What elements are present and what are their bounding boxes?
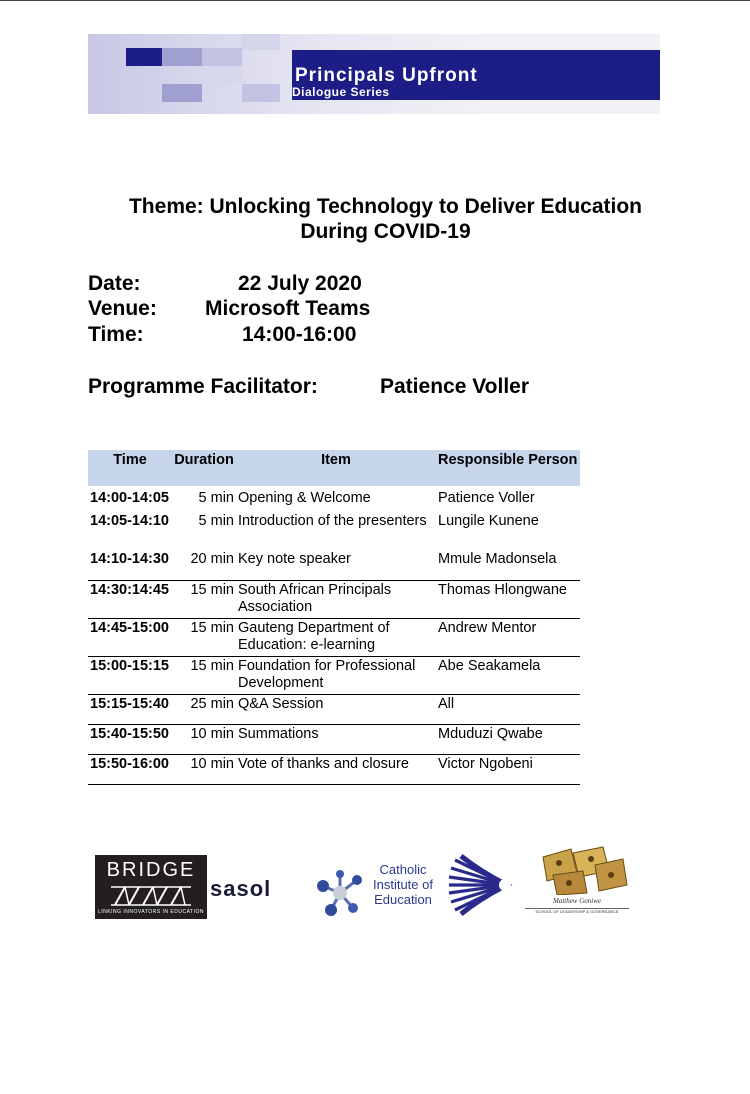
banner-square xyxy=(162,48,202,66)
fan-emblem-icon xyxy=(447,852,513,918)
banner-title: Principals Upfront xyxy=(295,65,478,86)
row-duration: 5 min xyxy=(198,513,234,529)
header-item: Item xyxy=(236,450,436,486)
header-duration: Duration xyxy=(172,450,236,486)
bridge-tagline: LINKING INNOVATORS IN EDUCATION xyxy=(98,909,204,915)
time-label: Time: xyxy=(88,323,144,346)
row-item: Q&A Session xyxy=(236,694,436,724)
venue-label: Venue: xyxy=(88,297,157,320)
theme-line-2: During COVID-19 xyxy=(300,220,471,243)
row-duration: 15 min xyxy=(172,580,236,618)
row-item: South African Principals Association xyxy=(236,580,436,618)
row-duration: 15 min xyxy=(172,618,236,656)
venue-value: Microsoft Teams xyxy=(205,297,371,320)
cie-line-1: Catholic xyxy=(379,862,427,877)
banner-square xyxy=(202,48,242,66)
matthew-goniwe-subtitle: SCHOOL OF LEADERSHIP & GOVERNANCE xyxy=(525,908,629,914)
time-value: 14:00-16:00 xyxy=(242,323,357,346)
row-time: 14:10-14:30 xyxy=(90,551,169,567)
table-row xyxy=(88,486,580,512)
row-person: Andrew Mentor xyxy=(436,618,580,656)
row-person: Mduduzi Qwabe xyxy=(436,724,580,754)
banner-square xyxy=(242,34,280,50)
header-banner xyxy=(88,34,660,114)
row-time: 15:50-16:00 xyxy=(88,754,172,784)
banner-square xyxy=(126,48,162,66)
header-responsible-person: Responsible Person xyxy=(436,450,580,486)
programme-table xyxy=(88,450,580,785)
theme-heading xyxy=(88,194,683,244)
top-rule xyxy=(0,0,750,1)
date-label: Date: xyxy=(88,272,141,295)
row-duration: 10 min xyxy=(172,754,236,784)
bridge-logo-text: BRIDGE xyxy=(106,859,196,881)
date-value: 22 July 2020 xyxy=(238,272,362,295)
row-time: 14:05-14:10 xyxy=(90,513,169,529)
bridge-logo xyxy=(95,855,207,919)
banner-square xyxy=(202,66,242,84)
row-person: All xyxy=(436,694,580,724)
row-item: Foundation for Professional Development xyxy=(236,656,436,694)
row-item: Opening & Welcome xyxy=(238,490,371,506)
row-time: 14:45-15:00 xyxy=(88,618,172,656)
table-row xyxy=(88,694,580,724)
facilitator-label: Programme Facilitator: xyxy=(88,375,318,398)
table-row xyxy=(88,754,580,784)
cie-logo-text xyxy=(367,862,439,907)
row-person: Patience Voller xyxy=(438,490,535,506)
table-row xyxy=(88,724,580,754)
gold-shapes-icon xyxy=(533,845,629,895)
row-time: 15:15-15:40 xyxy=(88,694,172,724)
row-person: Mmule Madonsela xyxy=(438,551,557,567)
theme-line-1: Theme: Unlocking Technology to Deliver Education xyxy=(128,195,642,218)
row-person: Lungile Kunene xyxy=(438,513,539,529)
banner-square xyxy=(242,84,280,102)
row-time: 15:00-15:15 xyxy=(88,656,172,694)
row-duration: 20 min xyxy=(190,551,234,567)
row-item: Vote of thanks and closure xyxy=(236,754,436,784)
table-row xyxy=(88,618,580,656)
row-person: Victor Ngobeni xyxy=(436,754,580,784)
row-duration: 5 min xyxy=(198,490,234,506)
cie-line-2: Institute of xyxy=(373,877,433,892)
sasol-logo: sasol xyxy=(210,876,272,901)
row-time: 14:30:14:45 xyxy=(88,580,172,618)
row-time: 14:00-14:05 xyxy=(90,490,169,506)
bridge-arch-icon xyxy=(111,885,191,907)
table-row xyxy=(88,550,580,580)
cie-logo xyxy=(313,860,443,920)
row-duration: 15 min xyxy=(172,656,236,694)
cie-line-3: Education xyxy=(374,892,432,907)
matthew-goniwe-name: Matthew Goniwe xyxy=(552,897,602,905)
table-row xyxy=(88,580,580,618)
row-item: Key note speaker xyxy=(238,551,351,567)
row-person: Abe Seakamela xyxy=(436,656,580,694)
molecule-icon xyxy=(313,866,367,920)
banner-square xyxy=(162,84,202,102)
row-item: Gauteng Department of Education: e-learning xyxy=(236,618,436,656)
table-row xyxy=(88,512,580,550)
facilitator-value: Patience Voller xyxy=(380,375,530,398)
table-header-row xyxy=(88,450,580,486)
row-person: Thomas Hlongwane xyxy=(436,580,580,618)
table-row xyxy=(88,656,580,694)
header-time: Time xyxy=(88,450,172,486)
row-duration: 10 min xyxy=(172,724,236,754)
row-duration: 25 min xyxy=(172,694,236,724)
matthew-goniwe-logo xyxy=(525,845,633,917)
banner-subtitle: Dialogue Series xyxy=(292,85,390,99)
row-item: Summations xyxy=(236,724,436,754)
row-item: Introduction of the presenters xyxy=(238,513,427,529)
row-time: 15:40-15:50 xyxy=(88,724,172,754)
